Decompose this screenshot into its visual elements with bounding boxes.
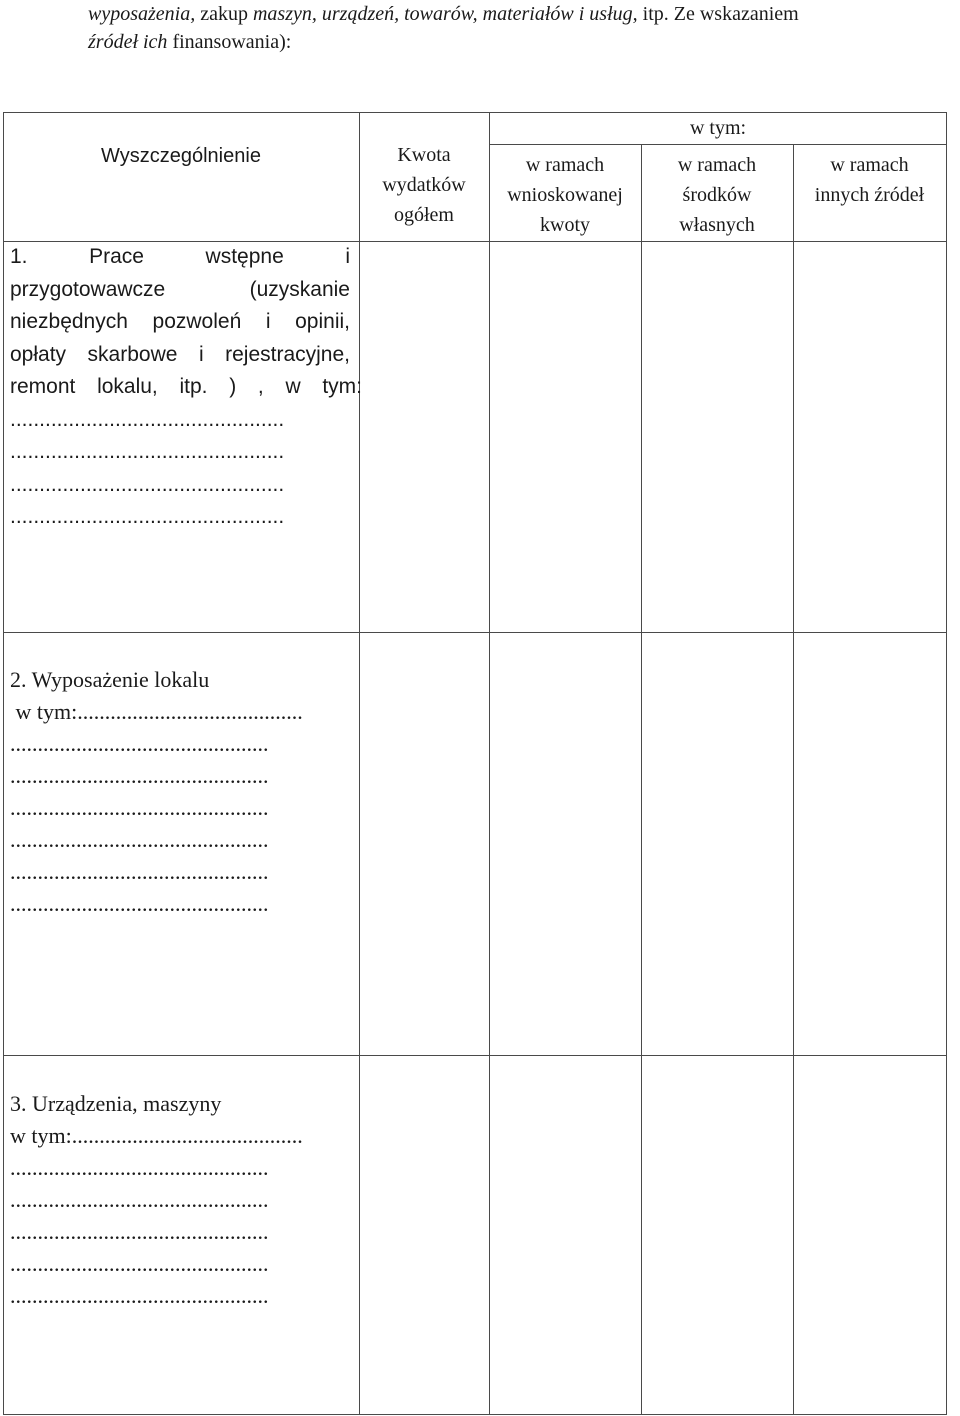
intro-line-2: [88, 28, 958, 56]
row1-word: opinii,: [295, 310, 350, 333]
intro-line-1: [88, 0, 958, 28]
row1-line-3: [10, 306, 350, 339]
row2-dots-3: ...............................................: [10, 795, 269, 820]
header-col3-line2: wnioskowanej: [507, 184, 623, 206]
row-2-description: [10, 664, 350, 920]
row3-dots-5: ...............................................: [10, 1283, 269, 1308]
intro-line1-roman-b: itp. Ze wskazaniem: [642, 3, 799, 25]
header-col5-line1: w ramach: [830, 154, 909, 176]
row1-word: (uzyskanie: [249, 277, 350, 301]
row3-dots-4: ...............................................: [10, 1251, 269, 1276]
row-3-description: [10, 1088, 348, 1312]
row3-dots-1: ...............................................: [10, 1155, 269, 1180]
intro-line2-roman: finansowania):: [172, 31, 292, 53]
row1-word: przygotowawcze: [10, 277, 166, 301]
row1-word: i: [265, 310, 271, 333]
table-col-divider-3: [641, 144, 642, 1415]
row1-word: Prace: [89, 245, 144, 268]
row1-word: itp.: [179, 375, 208, 398]
row1-word: i: [345, 245, 350, 268]
row1-dots-1: ...............................................: [10, 407, 285, 431]
row2-dots-6: ...............................................: [10, 891, 269, 916]
row3-dots-2: ...............................................: [10, 1187, 269, 1212]
row1-line-5: [10, 371, 362, 404]
intro-line1-italic-b: maszyn, urządzeń, towarów, materiałów i usług,: [252, 3, 643, 25]
header-w-tym: w tym:: [689, 117, 747, 139]
row2-w-tym: w tym:.........................................: [10, 699, 303, 724]
header-kwota-line1: Kwota: [397, 144, 451, 166]
table-border-bottom: [3, 1414, 947, 1415]
row1-line-2: [10, 274, 350, 307]
row1-word: remont: [10, 375, 76, 398]
header-col3-line1: w ramach: [525, 154, 605, 176]
header-wyszczegolnienie: Wyszczególnienie: [101, 145, 261, 167]
row1-dots-3: ...............................................: [10, 472, 285, 496]
header-wnioskowana-kwota: [489, 150, 641, 240]
table-border-left: [3, 112, 4, 1415]
intro-text: [88, 0, 958, 56]
header-inne-zrodla: [793, 150, 946, 210]
row1-line-4: [10, 339, 350, 372]
row1-word: skarbowe: [87, 342, 178, 366]
header-col3-line3: kwoty: [540, 214, 590, 236]
row2-title: 2. Wyposażenie lokalu: [10, 667, 210, 692]
row-divider-1: [3, 632, 947, 633]
table-col-divider-2: [489, 112, 490, 1415]
row1-word: pozwoleń: [152, 310, 242, 333]
row3-title: 3. Urządzenia, maszyny: [10, 1091, 222, 1116]
header-srodki-wlasne: [641, 150, 793, 240]
header-kwota: [359, 140, 489, 230]
row3-w-tym: w tym:..........................................: [10, 1123, 303, 1148]
header-kwota-line2: wydatków: [382, 174, 466, 196]
header-col5-line2: innych źródeł: [814, 184, 925, 206]
intro-line1-roman-a: zakup: [200, 3, 253, 25]
header-col4-line2: środków: [682, 184, 752, 206]
row1-word: opłaty: [10, 342, 67, 366]
header-col4-line1: w ramach: [677, 154, 757, 176]
row3-dots-3: ...............................................: [10, 1219, 269, 1244]
row1-dots-4: ...............................................: [10, 505, 285, 528]
row1-word: ): [229, 375, 237, 398]
row2-dots-2: ...............................................: [10, 763, 269, 788]
header-col4-line3: własnych: [679, 214, 755, 236]
row2-dots-1: ...............................................: [10, 731, 269, 756]
row1-word: niezbędnych: [10, 310, 128, 333]
row2-dots-5: ...............................................: [10, 859, 269, 884]
row1-word: wstępne: [205, 245, 284, 268]
row1-word: tym:: [322, 375, 362, 398]
row1-word: ,: [257, 375, 264, 398]
row1-dots-2: ...............................................: [10, 440, 285, 463]
intro-line1-italic-a: wyposażenia,: [88, 3, 201, 25]
table-border-right: [946, 112, 947, 1415]
row-divider-2: [3, 1055, 947, 1056]
row1-word: lokalu,: [97, 375, 158, 398]
table-col-divider-4: [793, 144, 794, 1415]
header-kwota-line3: ogółem: [394, 204, 454, 226]
intro-line2-italic: źródeł ich: [88, 31, 173, 53]
row1-word: i: [198, 342, 204, 366]
row2-dots-4: ...............................................: [10, 827, 269, 852]
row1-word: 1.: [10, 245, 28, 268]
row1-word: w: [285, 375, 301, 398]
w-tym-divider: [489, 144, 947, 145]
row-1-description: [10, 241, 362, 534]
row1-word: rejestracyjne,: [225, 342, 350, 366]
row1-line-1: [10, 241, 350, 274]
